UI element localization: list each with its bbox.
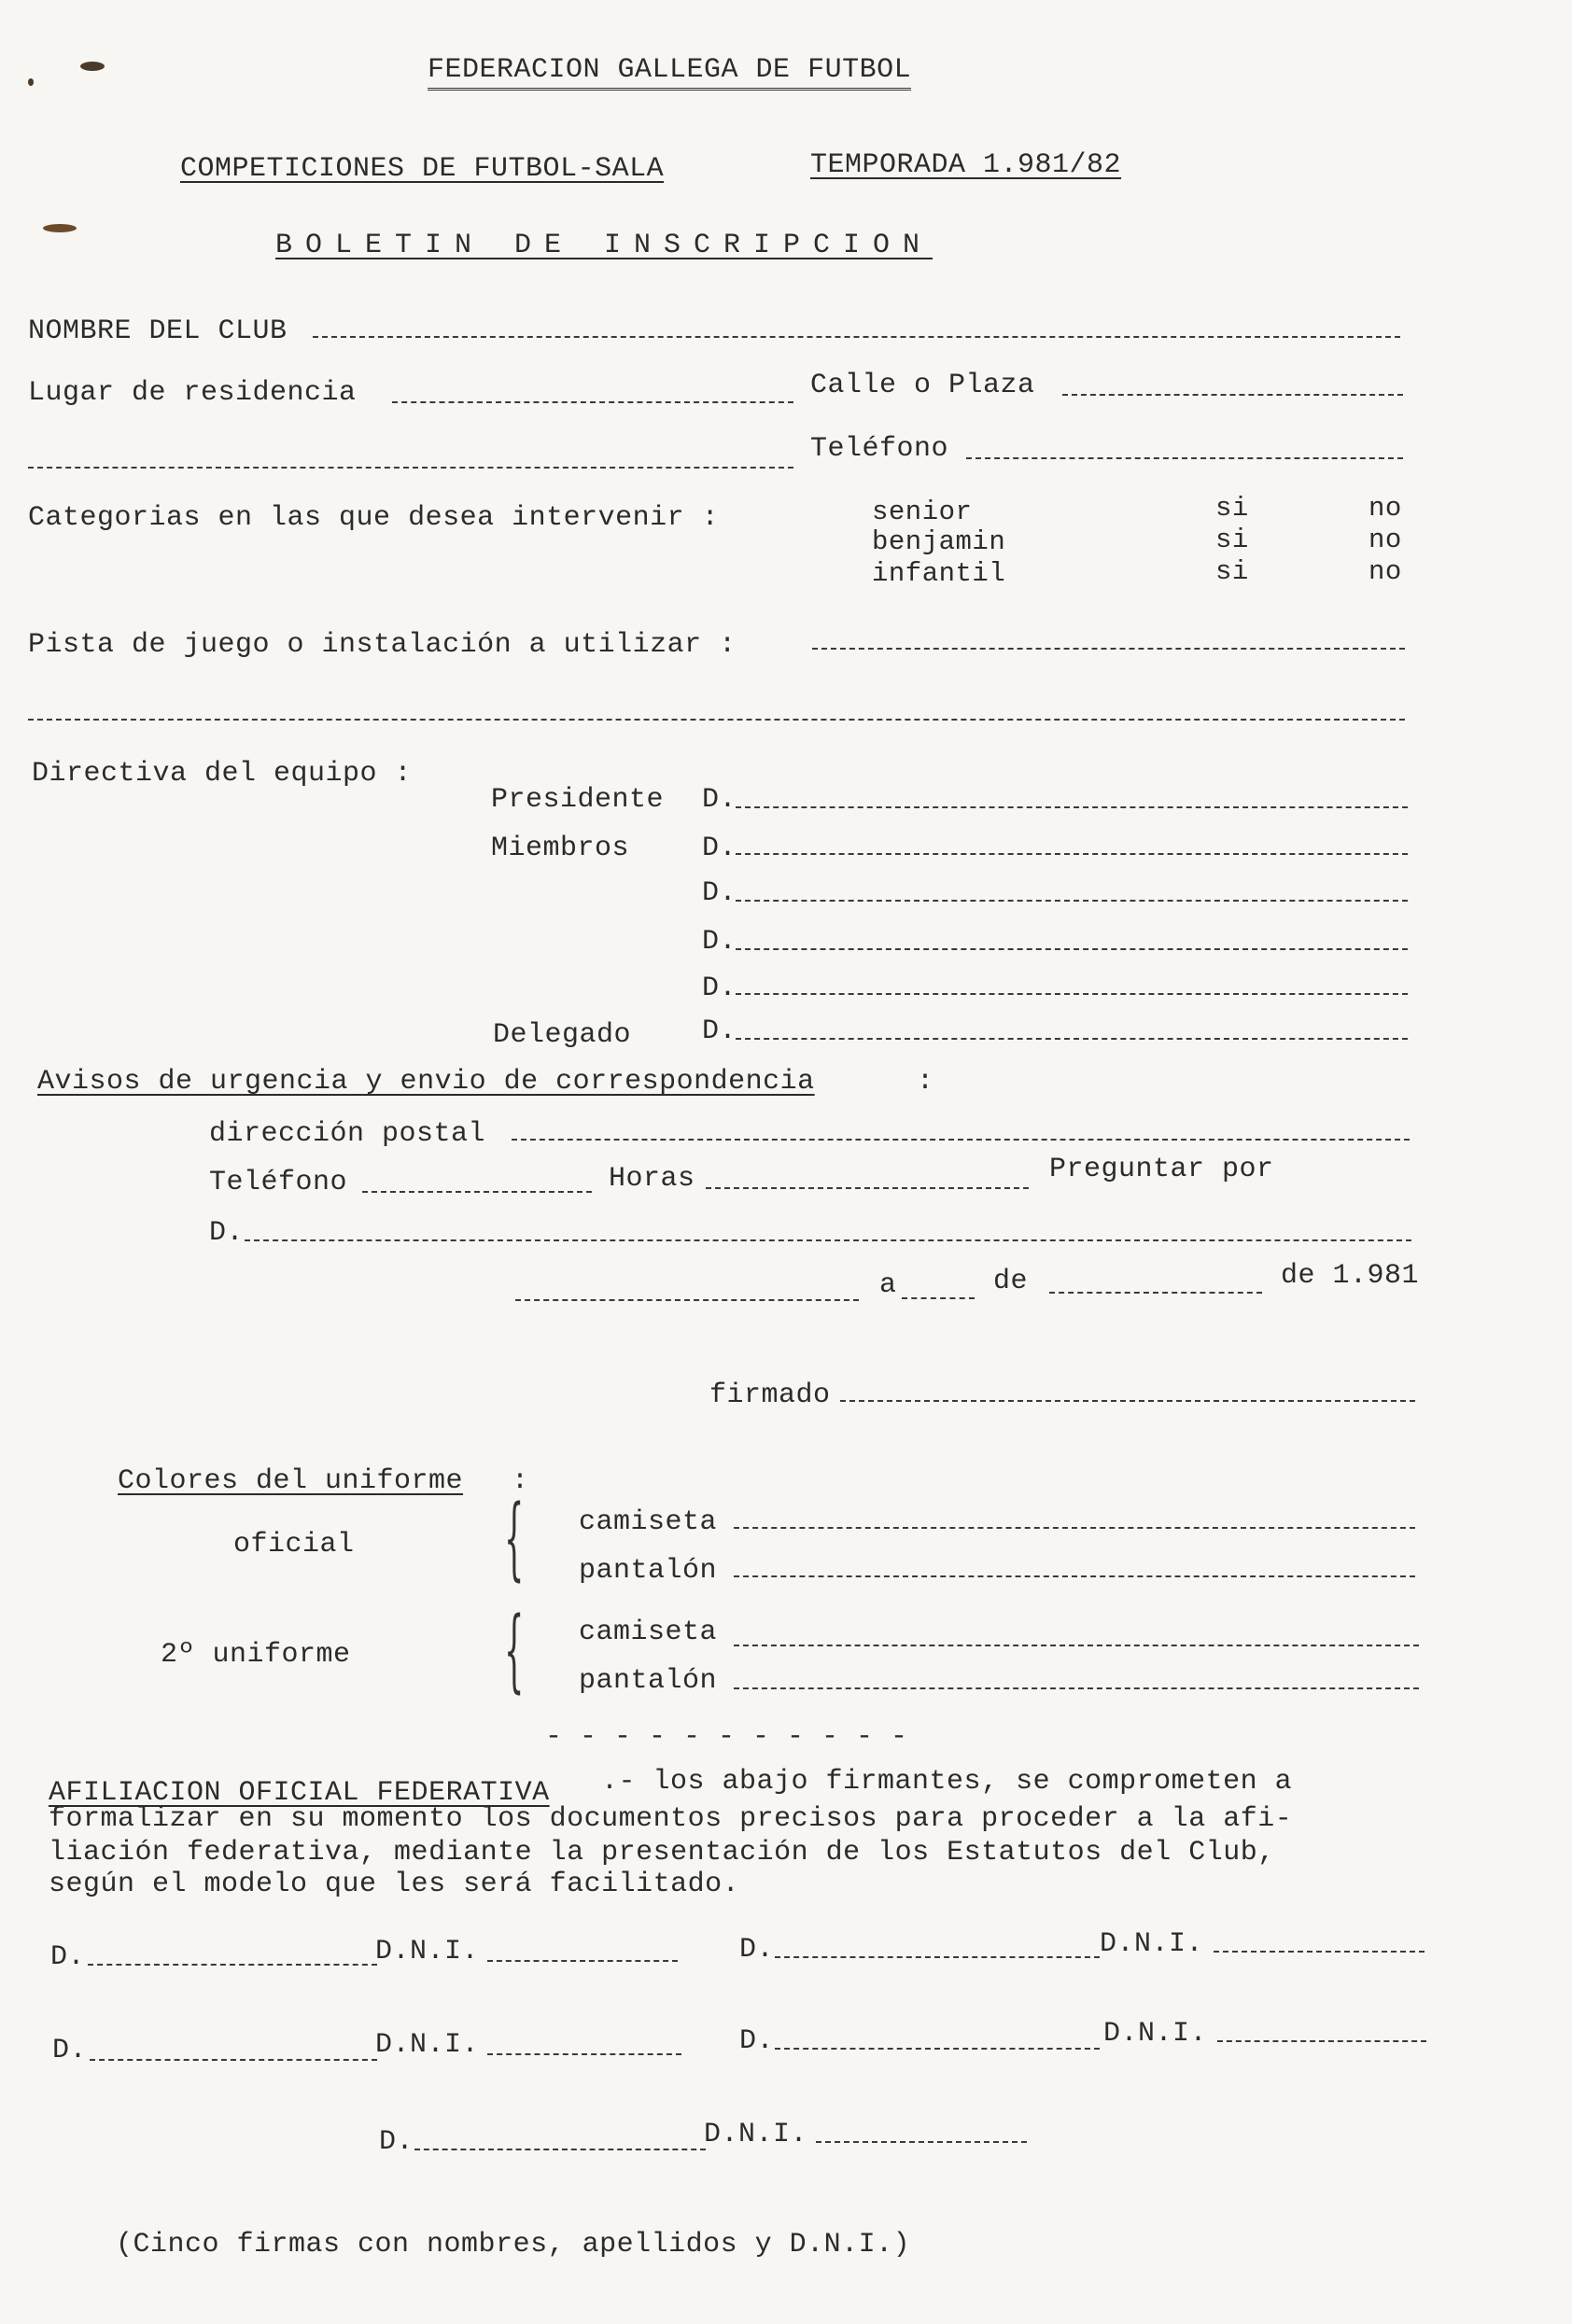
affiliation-text-2: formalizar en su momento los documentos precisos para proceder a la afi- bbox=[49, 1803, 1293, 1835]
category-senior-no[interactable]: no bbox=[1368, 493, 1402, 524]
second-shirt-field[interactable] bbox=[734, 1645, 1419, 1646]
contact-heading-colon: : bbox=[917, 1066, 934, 1098]
date-month-field[interactable] bbox=[1049, 1292, 1262, 1294]
signatures-footnote: (Cinco firmas con nombres, apellidos y D.N.I.) bbox=[116, 2229, 911, 2261]
official-shirt-field[interactable] bbox=[734, 1527, 1415, 1529]
official-uniform-label: oficial bbox=[233, 1529, 355, 1561]
delegate-label: Delegado bbox=[493, 1019, 632, 1051]
club-phone-field[interactable] bbox=[966, 457, 1403, 459]
ask-for-field[interactable] bbox=[245, 1239, 1411, 1241]
member-1-field[interactable] bbox=[736, 853, 1408, 855]
signatory-2-dni-field[interactable] bbox=[1214, 1951, 1425, 1953]
president-prefix: D. bbox=[702, 784, 737, 816]
uniform-heading: Colores del uniforme bbox=[118, 1465, 464, 1497]
residence-label: Lugar de residencia bbox=[28, 377, 357, 409]
season-title: TEMPORADA 1.981/82 bbox=[810, 149, 1122, 181]
category-senior-yes[interactable]: si bbox=[1215, 493, 1249, 524]
club-name-label: NOMBRE DEL CLUB bbox=[28, 315, 288, 347]
signatory-4-name-field[interactable] bbox=[775, 2048, 1100, 2050]
contact-phone-field[interactable] bbox=[362, 1191, 592, 1193]
contact-phone-label: Teléfono bbox=[209, 1167, 348, 1198]
affiliation-text-4: según el modelo que les será facilitado. bbox=[49, 1869, 740, 1900]
member-3-prefix: D. bbox=[702, 926, 737, 958]
official-brace: { bbox=[504, 1486, 525, 1590]
ask-for-prefix: D. bbox=[209, 1217, 245, 1249]
signatory-5-dni-field[interactable] bbox=[816, 2141, 1027, 2143]
signatory-2-d-label: D. bbox=[739, 1934, 775, 1966]
venue-label: Pista de juego o instalación a utilizar : bbox=[28, 629, 737, 661]
signatory-3-d-label: D. bbox=[52, 2035, 88, 2066]
member-4-field[interactable] bbox=[736, 993, 1408, 995]
date-place-field[interactable] bbox=[515, 1299, 859, 1301]
board-label: Directiva del equipo : bbox=[32, 758, 413, 790]
affiliation-text-3: liación federativa, mediante la presentación de los Estatutos del Club, bbox=[49, 1837, 1275, 1869]
member-1-prefix: D. bbox=[702, 833, 737, 864]
ink-stain bbox=[80, 62, 105, 71]
second-shirt-label: camiseta bbox=[579, 1617, 718, 1648]
second-shorts-field[interactable] bbox=[734, 1687, 1419, 1689]
date-day-field[interactable] bbox=[902, 1297, 975, 1299]
signatory-3-dni-label: D.N.I. bbox=[375, 2029, 480, 2061]
street-label: Calle o Plaza bbox=[810, 370, 1035, 401]
delegate-prefix: D. bbox=[702, 1015, 737, 1047]
member-3-field[interactable] bbox=[736, 948, 1408, 950]
president-field[interactable] bbox=[736, 806, 1408, 808]
federation-title: FEDERACION GALLEGA DE FUTBOL bbox=[428, 56, 911, 91]
section-separator: - - - - - - - - - - - bbox=[545, 1721, 908, 1753]
affiliation-text-1: .- los abajo firmantes, se comprometen a bbox=[601, 1766, 1293, 1798]
club-phone-label: Teléfono bbox=[810, 433, 949, 465]
signatory-1-dni-field[interactable] bbox=[487, 1960, 678, 1962]
member-2-field[interactable] bbox=[736, 900, 1408, 902]
hours-label: Horas bbox=[609, 1163, 695, 1195]
date-year-label: de 1.981 bbox=[1281, 1260, 1420, 1292]
delegate-field[interactable] bbox=[736, 1038, 1408, 1040]
member-2-prefix: D. bbox=[702, 877, 737, 909]
category-benjamin-yes[interactable]: si bbox=[1215, 525, 1249, 555]
members-label: Miembros bbox=[491, 833, 630, 864]
ink-stain bbox=[28, 78, 34, 86]
signatory-5-dni-label: D.N.I. bbox=[704, 2119, 808, 2150]
affiliation-heading: AFILIACION OFICIAL FEDERATIVA bbox=[49, 1777, 550, 1809]
second-brace: { bbox=[504, 1598, 525, 1702]
official-shirt-label: camiseta bbox=[579, 1506, 718, 1538]
category-infantil-yes[interactable]: si bbox=[1215, 556, 1249, 587]
official-shorts-label: pantalón bbox=[579, 1555, 718, 1587]
street-field[interactable] bbox=[1062, 394, 1403, 396]
category-senior: senior bbox=[872, 497, 973, 527]
signatory-2-name-field[interactable] bbox=[775, 1956, 1100, 1958]
contact-heading: Avisos de urgencia y envio de correspondencia bbox=[37, 1066, 815, 1098]
category-infantil-no[interactable]: no bbox=[1368, 556, 1402, 587]
category-benjamin: benjamin bbox=[872, 526, 1006, 557]
signatory-5-d-label: D. bbox=[379, 2126, 414, 2158]
date-de-label: de bbox=[993, 1266, 1029, 1297]
venue-field[interactable] bbox=[812, 648, 1405, 650]
categories-label: Categorias en las que desea intervenir : bbox=[28, 502, 720, 534]
signatory-3-name-field[interactable] bbox=[90, 2059, 377, 2061]
signatory-2-dni-label: D.N.I. bbox=[1100, 1928, 1204, 1960]
date-a-label: a bbox=[879, 1269, 897, 1301]
signatory-3-dni-field[interactable] bbox=[487, 2053, 681, 2055]
postal-address-label: dirección postal bbox=[209, 1118, 486, 1150]
signatory-1-dni-label: D.N.I. bbox=[375, 1936, 480, 1967]
signatory-1-name-field[interactable] bbox=[88, 1964, 377, 1966]
signatory-1-d-label: D. bbox=[50, 1941, 86, 1973]
category-benjamin-no[interactable]: no bbox=[1368, 525, 1402, 555]
hours-field[interactable] bbox=[706, 1187, 1029, 1189]
ink-stain bbox=[43, 224, 77, 232]
uniform-heading-colon: : bbox=[512, 1465, 529, 1497]
signed-label: firmado bbox=[709, 1379, 831, 1411]
signatory-5-name-field[interactable] bbox=[414, 2149, 706, 2150]
president-label: Presidente bbox=[491, 784, 665, 816]
residence-field-extra[interactable] bbox=[28, 467, 793, 469]
signatory-4-dni-label: D.N.I. bbox=[1103, 2018, 1208, 2050]
form-title: BOLETIN DE INSCRIPCION bbox=[275, 230, 933, 261]
residence-field[interactable] bbox=[392, 401, 793, 403]
signatory-4-dni-field[interactable] bbox=[1217, 2040, 1426, 2042]
postal-address-field[interactable] bbox=[512, 1139, 1410, 1141]
competitions-title: COMPETICIONES DE FUTBOL-SALA bbox=[180, 153, 665, 185]
signatory-4-d-label: D. bbox=[739, 2025, 775, 2057]
club-name-field[interactable] bbox=[313, 336, 1400, 338]
second-shorts-label: pantalón bbox=[579, 1665, 718, 1697]
venue-field-extra[interactable] bbox=[28, 719, 1405, 721]
official-shorts-field[interactable] bbox=[734, 1575, 1415, 1577]
category-infantil: infantil bbox=[872, 558, 1006, 589]
signed-field[interactable] bbox=[840, 1400, 1415, 1402]
ask-for-label: Preguntar por bbox=[1049, 1154, 1274, 1185]
member-4-prefix: D. bbox=[702, 973, 737, 1004]
second-uniform-label: 2º uniforme bbox=[161, 1639, 351, 1671]
